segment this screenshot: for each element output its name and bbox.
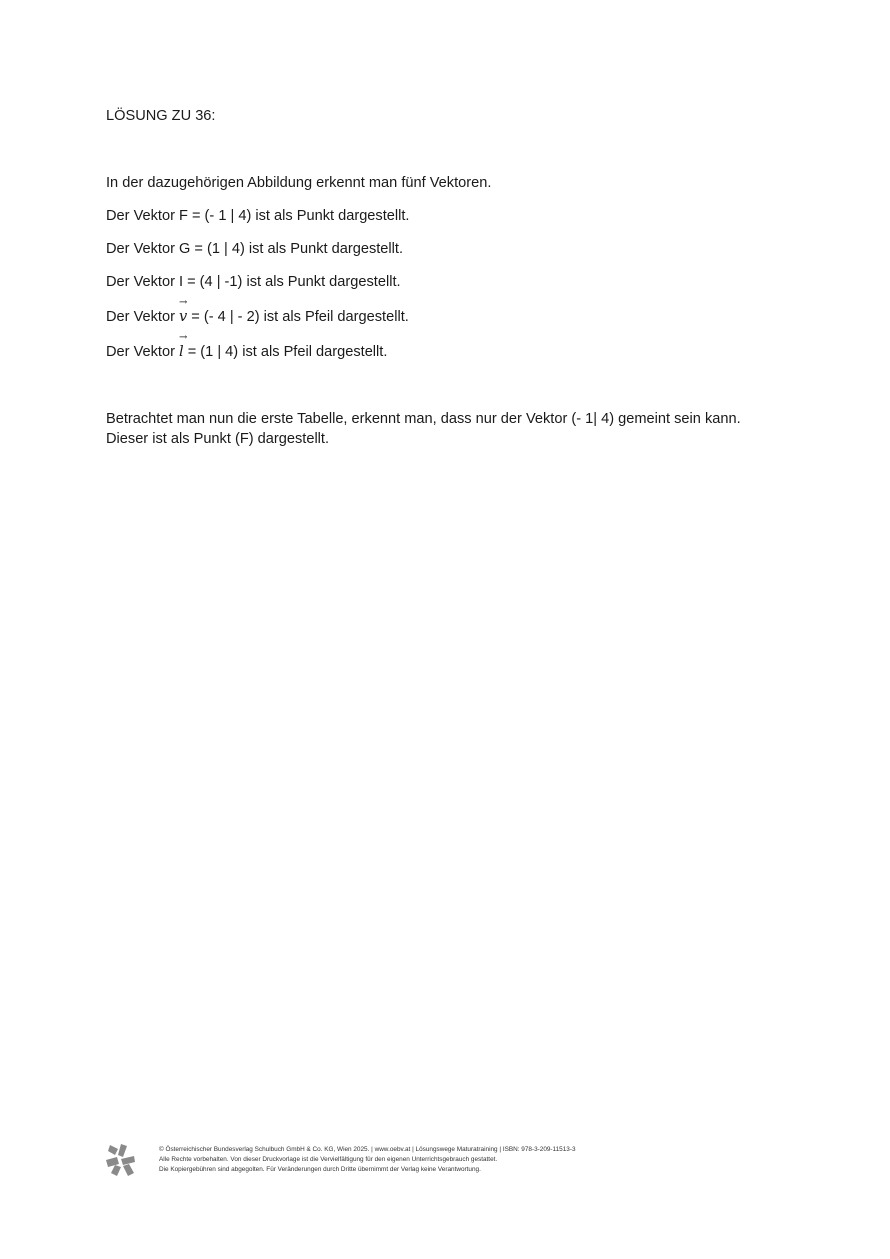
copyright-line-3: Die Kopiergebühren sind abgegolten. Für Veränderungen durch Dritte übernimmt der Verlag keine Verantwortung. bbox=[159, 1166, 481, 1173]
copyright-notice bbox=[159, 1145, 576, 1175]
solution-content bbox=[106, 106, 806, 449]
page-footer bbox=[104, 1143, 804, 1183]
vector-arrow-icon: → bbox=[179, 297, 188, 308]
vector-l-symbol bbox=[179, 332, 188, 362]
vector-l-prefix: Der Vektor bbox=[106, 344, 179, 360]
conclusion-text bbox=[106, 409, 806, 449]
conclusion-line-1: Betrachtet man nun die erste Tabelle, erkennt man, dass nur der Vektor (- 1| 4) gemeint sein kann. bbox=[106, 411, 741, 427]
vector-i-line: Der Vektor I = (4 | -1) ist als Punkt dargestellt. bbox=[106, 274, 401, 290]
solution-heading: LÖSUNG ZU 36: bbox=[106, 108, 216, 124]
vector-f-line: Der Vektor F = (- 1 | 4) ist als Punkt dargestellt. bbox=[106, 208, 410, 224]
conclusion-line-2: Dieser ist als Punkt (F) dargestellt. bbox=[106, 431, 330, 447]
vector-arrow-icon: → bbox=[179, 332, 188, 343]
vector-v-symbol bbox=[179, 297, 188, 327]
vector-v-letter: v bbox=[179, 308, 188, 325]
oebv-logo-icon bbox=[104, 1143, 136, 1177]
vector-v-line bbox=[106, 297, 806, 327]
vector-l-line bbox=[106, 332, 806, 362]
vector-g-line: Der Vektor G = (1 | 4) ist als Punkt dargestellt. bbox=[106, 241, 404, 257]
vector-v-suffix: = (- 4 | - 2) ist als Pfeil dargestellt. bbox=[187, 309, 409, 325]
copyright-line-1: © Österreichischer Bundesverlag Schulbuch GmbH & Co. KG, Wien 2025. | www.oebv.at | Lösungswege Maturatraining | ISBN: 978-3-209-11513-3 bbox=[159, 1146, 576, 1153]
vector-l-letter: l bbox=[179, 343, 184, 360]
intro-text: In der dazugehörigen Abbildung erkennt man fünf Vektoren. bbox=[106, 175, 492, 191]
copyright-line-2: Alle Rechte vorbehalten. Von dieser Druckvorlage ist die Vervielfältigung für den eigenen Unterrichtsgebrauch gestattet. bbox=[159, 1156, 498, 1163]
vector-v-prefix: Der Vektor bbox=[106, 309, 179, 325]
vector-l-suffix: = (1 | 4) ist als Pfeil dargestellt. bbox=[183, 344, 388, 360]
